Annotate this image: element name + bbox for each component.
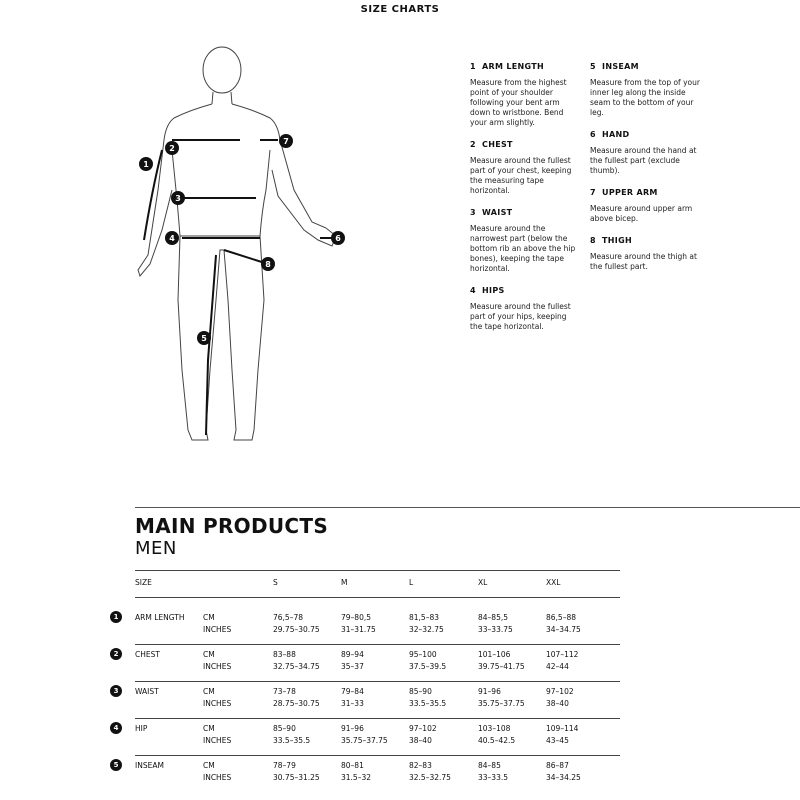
unit-inches: INCHES — [203, 773, 232, 782]
svg-text:3: 3 — [175, 194, 181, 203]
cell-cm-m: 79–80,5 — [341, 613, 371, 622]
cell-in-s: 28.75–30.75 — [273, 699, 320, 708]
unit-cm: CM — [203, 650, 215, 659]
cell-cm-xxl: 97–102 — [546, 687, 574, 696]
cell-cm-xxl: 86–87 — [546, 761, 569, 770]
table-header-row — [135, 570, 620, 598]
cell-in-m: 31–33 — [341, 699, 364, 708]
cell-cm-m: 80–81 — [341, 761, 364, 770]
row-badge: 4 — [110, 722, 122, 734]
table-title: MAIN PRODUCTS — [135, 514, 329, 538]
table-subtitle: MEN — [135, 538, 177, 559]
table-row-arm-length — [108, 608, 620, 645]
cell-in-s: 32.75–34.75 — [273, 662, 320, 671]
figure-badge-1 — [139, 157, 153, 171]
cell-in-xxl: 34–34.25 — [546, 773, 581, 782]
cell-cm-s: 83–88 — [273, 650, 296, 659]
cell-in-s: 33.5–35.5 — [273, 736, 311, 745]
row-label: ARM LENGTH — [135, 613, 185, 622]
instruction-thigh: 8 THIGH Measure around the thigh at the fullest part. — [590, 236, 697, 271]
figure-badge-5 — [197, 331, 211, 345]
cell-cm-xl: 84–85 — [478, 761, 501, 770]
figure-badge-4 — [165, 231, 179, 245]
cell-cm-m: 91–96 — [341, 724, 364, 733]
row-label: INSEAM — [135, 761, 164, 770]
unit-inches: INCHES — [203, 662, 232, 671]
cell-cm-m: 79–84 — [341, 687, 364, 696]
figure-badge-7 — [279, 134, 293, 148]
cell-cm-xl: 91–96 — [478, 687, 501, 696]
section-divider — [135, 507, 800, 508]
cell-in-xl: 33–33.5 — [478, 773, 508, 782]
cell-in-l: 33.5–35.5 — [409, 699, 447, 708]
cell-cm-xl: 101–106 — [478, 650, 511, 659]
cell-in-m: 31–31.75 — [341, 625, 376, 634]
instruction-hand: 6 HAND Measure around the hand at the fullest part (exclude thumb). — [590, 130, 697, 175]
cell-cm-xl: 103–108 — [478, 724, 511, 733]
cell-in-xl: 40.5–42.5 — [478, 736, 516, 745]
cell-in-l: 37.5–39.5 — [409, 662, 447, 671]
cell-cm-xl: 84–85,5 — [478, 613, 508, 622]
table-row-inseam — [108, 756, 620, 793]
svg-text:5: 5 — [201, 334, 207, 343]
svg-text:7: 7 — [283, 137, 289, 146]
svg-text:6: 6 — [335, 234, 341, 243]
figure-badge-6 — [331, 231, 345, 245]
instruction-waist: 3 WAIST Measure around the narrowest part (below the bottom rib an above the hip bones), keeping the tape horizontal. — [470, 208, 576, 273]
cell-cm-s: 76,5–78 — [273, 613, 303, 622]
row-label: WAIST — [135, 687, 159, 696]
cell-in-m: 35.75–37.75 — [341, 736, 388, 745]
cell-cm-l: 95–100 — [409, 650, 437, 659]
row-badge: 1 — [110, 611, 122, 623]
unit-inches: INCHES — [203, 699, 232, 708]
header-l: L — [409, 578, 414, 587]
page-title: SIZE CHARTS — [360, 4, 440, 15]
unit-cm: CM — [203, 613, 215, 622]
cell-in-l: 32.5–32.75 — [409, 773, 451, 782]
cell-cm-l: 97–102 — [409, 724, 437, 733]
table-row-waist — [108, 682, 620, 719]
figure-badge-8 — [261, 257, 275, 271]
figure-badge-2 — [165, 141, 179, 155]
instructions-column-right — [590, 62, 700, 284]
row-label: HIP — [135, 724, 148, 733]
cell-in-xxl: 34–34.75 — [546, 625, 581, 634]
header-s: S — [273, 578, 278, 587]
cell-cm-l: 82–83 — [409, 761, 432, 770]
instruction-arm-length: 1 ARM LENGTH Measure from the highest point of your shoulder following your bent arm down to wristbone. Bend your arm slightly. — [470, 62, 567, 127]
cell-in-s: 29.75–30.75 — [273, 625, 320, 634]
svg-text:4: 4 — [169, 234, 175, 243]
row-badge: 2 — [110, 648, 122, 660]
cell-cm-s: 78–79 — [273, 761, 296, 770]
svg-text:2: 2 — [169, 144, 175, 153]
cell-cm-xxl: 86,5–88 — [546, 613, 576, 622]
cell-in-l: 38–40 — [409, 736, 432, 745]
cell-cm-l: 81,5–83 — [409, 613, 439, 622]
instruction-upper-arm: 7 UPPER ARM Measure around upper arm above bicep. — [590, 188, 693, 223]
header-xl: XL — [478, 578, 488, 587]
cell-in-xxl: 43–45 — [546, 736, 569, 745]
header-m: M — [341, 578, 348, 587]
cell-in-xxl: 42–44 — [546, 662, 569, 671]
table-row-hip — [108, 719, 620, 756]
cell-in-xxl: 38–40 — [546, 699, 569, 708]
cell-in-xl: 35.75–37.75 — [478, 699, 525, 708]
unit-inches: INCHES — [203, 736, 232, 745]
unit-cm: CM — [203, 761, 215, 770]
svg-text:8: 8 — [265, 260, 271, 269]
cell-cm-s: 85–90 — [273, 724, 296, 733]
instructions-column-left — [470, 62, 580, 344]
cell-cm-s: 73–78 — [273, 687, 296, 696]
unit-cm: CM — [203, 687, 215, 696]
table-row-chest — [108, 645, 620, 682]
cell-in-m: 35–37 — [341, 662, 364, 671]
instruction-hips: 4 HIPS Measure around the fullest part of your hips, keeping the tape horizontal. — [470, 286, 571, 331]
inseam-line — [206, 255, 216, 435]
cell-cm-xxl: 107–112 — [546, 650, 579, 659]
cell-in-s: 30.75–31.25 — [273, 773, 320, 782]
cell-cm-l: 85–90 — [409, 687, 432, 696]
body-measurement-figure — [100, 40, 380, 460]
instruction-inseam: 5 INSEAM Measure from the top of your inner leg along the inside seam to the bottom of your leg. — [590, 62, 700, 117]
svg-text:1: 1 — [143, 160, 149, 169]
cell-in-m: 31.5–32 — [341, 773, 371, 782]
row-badge: 3 — [110, 685, 122, 697]
row-badge: 5 — [110, 759, 122, 771]
header-size: SIZE — [135, 578, 152, 587]
cell-in-l: 32–32.75 — [409, 625, 444, 634]
cell-in-xl: 33–33.75 — [478, 625, 513, 634]
cell-in-xl: 39.75–41.75 — [478, 662, 525, 671]
row-label: CHEST — [135, 650, 160, 659]
unit-cm: CM — [203, 724, 215, 733]
header-xxl: XXL — [546, 578, 561, 587]
instruction-chest: 2 CHEST Measure around the fullest part of your chest, keeping the measuring tape horizontal. — [470, 140, 572, 195]
unit-inches: INCHES — [203, 625, 232, 634]
cell-cm-xxl: 109–114 — [546, 724, 579, 733]
figure-badge-3 — [171, 191, 185, 205]
cell-cm-m: 89–94 — [341, 650, 364, 659]
